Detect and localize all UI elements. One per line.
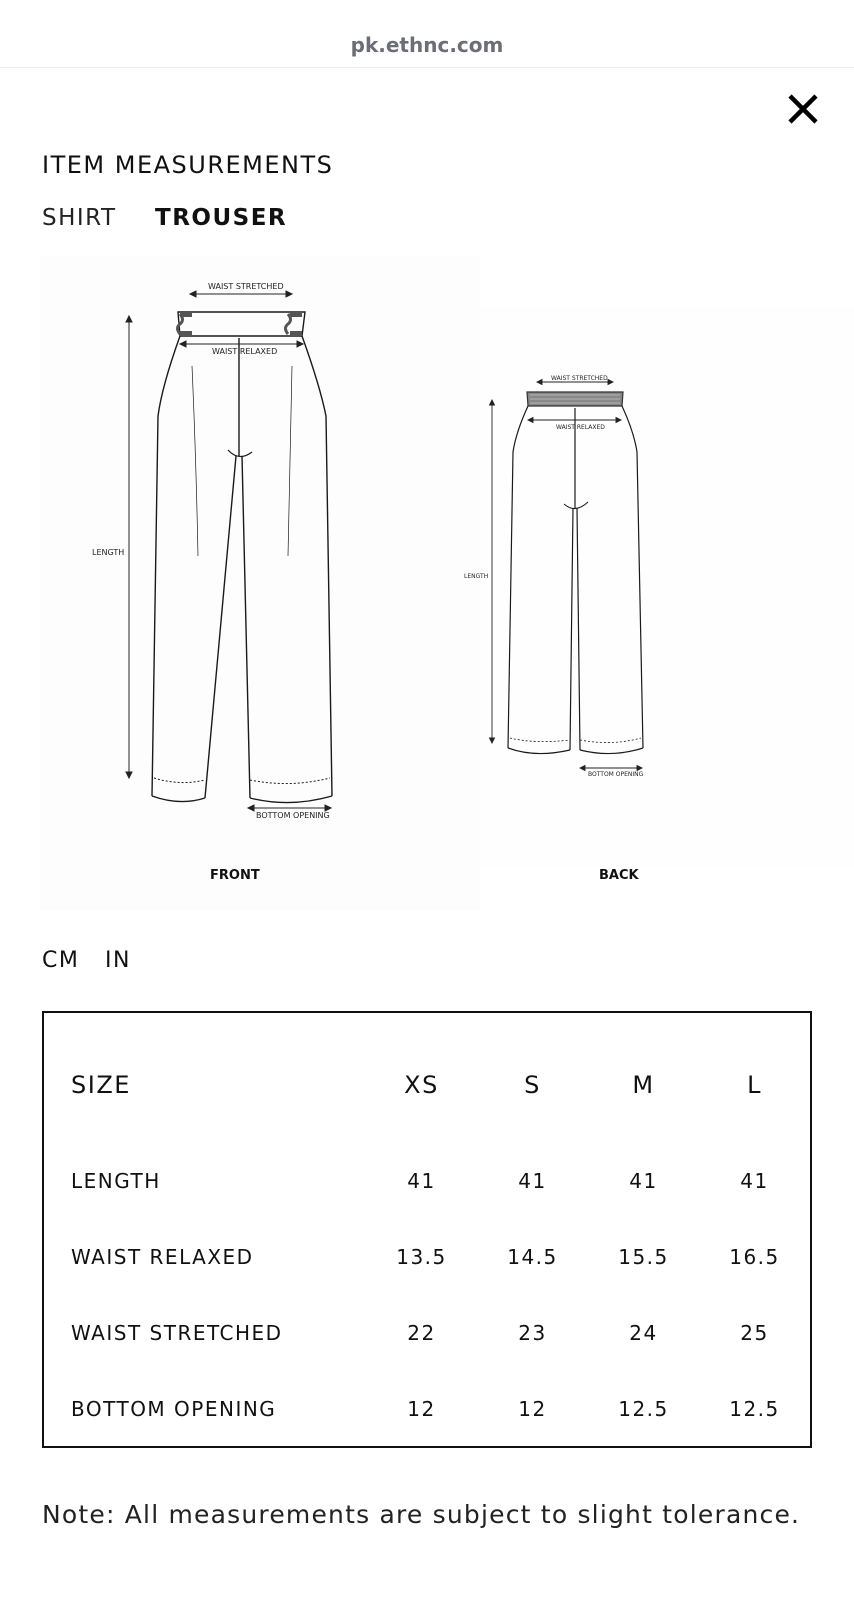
header-l: L: [747, 1071, 762, 1099]
row-label: LENGTH: [71, 1169, 161, 1193]
tolerance-note: Note: All measurements are subject to slight tolerance.: [42, 1500, 801, 1529]
unit-cm-option[interactable]: CM: [42, 948, 80, 973]
front-waist-stretched-label: WAIST STRETCHED: [208, 282, 284, 291]
table-cell: 25: [740, 1321, 769, 1345]
table-cell: 12: [518, 1397, 547, 1421]
back-bottom-opening-label: BOTTOM OPENING: [588, 771, 644, 778]
table-cell: 41: [407, 1169, 436, 1193]
browser-url-bar[interactable]: [0, 0, 854, 68]
back-waist-stretched-label: WAIST STRETCHED: [551, 375, 608, 382]
table-cell: 12.5: [729, 1397, 780, 1421]
table-header-row: [44, 1013, 810, 1143]
table-row: [44, 1143, 810, 1219]
table-cell: 23: [518, 1321, 547, 1345]
table-cell: 15.5: [618, 1245, 669, 1269]
front-length-label: LENGTH: [92, 548, 125, 557]
back-length-label: LENGTH: [464, 573, 489, 580]
table-row: [44, 1219, 810, 1295]
table-cell: 41: [518, 1169, 547, 1193]
trouser-measurement-diagram: [40, 256, 854, 910]
header-m: M: [632, 1071, 655, 1099]
tab-trouser[interactable]: TROUSER: [155, 205, 288, 231]
row-label: WAIST RELAXED: [71, 1245, 254, 1269]
size-chart-table: [42, 1011, 812, 1448]
table-cell: 14.5: [507, 1245, 558, 1269]
table-cell: 16.5: [729, 1245, 780, 1269]
table-cell: 12: [407, 1397, 436, 1421]
header-s: S: [524, 1071, 541, 1099]
tab-shirt[interactable]: SHIRT: [42, 205, 117, 231]
table-cell: 12.5: [618, 1397, 669, 1421]
close-button[interactable]: [786, 92, 820, 126]
header-xs: XS: [404, 1071, 439, 1099]
front-bottom-opening-label: BOTTOM OPENING: [256, 811, 330, 820]
back-caption: BACK: [599, 868, 639, 883]
row-label: WAIST STRETCHED: [71, 1321, 283, 1345]
table-cell: 13.5: [396, 1245, 447, 1269]
table-row: [44, 1371, 810, 1447]
table-row: [44, 1295, 810, 1371]
front-caption: FRONT: [210, 868, 260, 883]
trouser-sketch: [40, 256, 854, 910]
table-cell: 41: [740, 1169, 769, 1193]
front-waist-relaxed-label: WAIST RELAXED: [212, 347, 278, 356]
modal-title: ITEM MEASUREMENTS: [42, 151, 334, 179]
back-waist-relaxed-label: WAIST RELAXED: [556, 424, 605, 431]
close-icon: [786, 92, 820, 126]
row-label: BOTTOM OPENING: [71, 1397, 277, 1421]
table-cell: 22: [407, 1321, 436, 1345]
url-text: pk.ethnc.com: [350, 33, 504, 57]
table-cell: 24: [629, 1321, 658, 1345]
header-size: SIZE: [71, 1071, 131, 1099]
table-cell: 41: [629, 1169, 658, 1193]
unit-in-option[interactable]: IN: [105, 948, 131, 973]
